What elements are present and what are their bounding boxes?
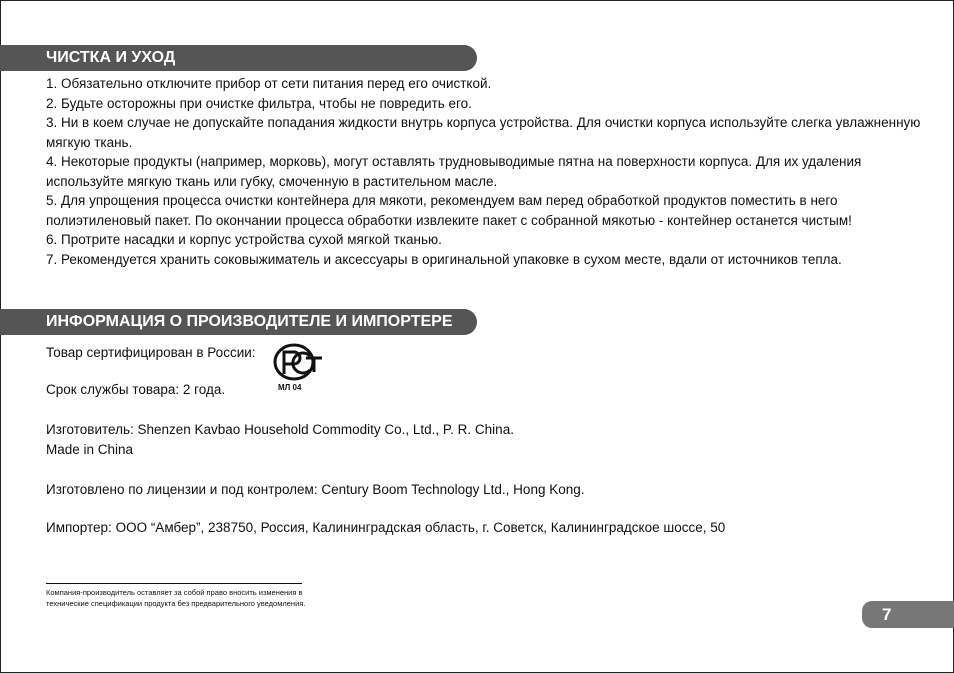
care-item-7: 7. Рекомендуется хранить соковыжиматель и аксессуары в оригинальной упаковке в сухом месте, вдали от источников тепла. [46, 251, 842, 267]
footnote-divider [46, 583, 302, 584]
manufacturer-text: Изготовитель: Shenzen Kavbao Household Commodity Co., Ltd., P. R. China. [46, 422, 514, 437]
care-item-6: 6. Протрите насадки и корпус устройства сухой мягкой тканью. [46, 232, 442, 247]
importer-text: Импортер: ООО “Амбер”, 238750, Россия, Калининградская область, г. Советск, Калининградское шоссе, 50 [46, 520, 726, 535]
care-item-1: 1. Обязательно отключите прибор от сети питания перед его очисткой. [46, 76, 492, 91]
info-section-header: ИНФОРМАЦИЯ О ПРОИЗВОДИТЕЛЕ И ИМПОРТЕРЕ [0, 309, 477, 335]
care-instructions-list [46, 74, 926, 269]
care-section-header: ЧИСТКА И УХОД [0, 45, 477, 71]
page-number-badge: 7 [862, 601, 954, 628]
footnote-text: Компания-производитель оставляет за собой право вносить изменения в технические спецификации продукта без предварительного уведомления. [46, 588, 306, 608]
care-item-5: 5. Для упрощения процесса очистки контейнера для мякоти, рекомендуем вам перед обработкой продуктов поместить в него полиэтиленовый пакет. По окончании процесса обработки извлеките пакет с собранной мякотью - контейнер останется чистым! [46, 193, 852, 228]
care-item-4: 4. Некоторые продукты (например, морковь), могут оставлять трудновыводимые пятна на поверхности корпуса. Для их удаления используйте мягкую ткань или губку, смоченную в растительном масле. [46, 154, 862, 189]
service-life-text: Срок службы товара: 2 года. [46, 382, 226, 397]
made-in-text: Made in China [46, 442, 134, 457]
certification-text: Товар сертифицирован в России: [46, 345, 256, 360]
certification-code: МЛ 04 [278, 383, 302, 392]
care-item-2: 2. Будьте осторожны при очистке фильтра, чтобы не повредить его. [46, 95, 472, 111]
care-item-3: 3. Ни в коем случае не допускайте попадания жидкости внутрь корпуса устройства. Для очистки корпуса используйте слегка увлажненную мягкую ткань. [46, 115, 921, 150]
license-text: Изготовлено по лицензии и под контролем: Century Boom Technology Ltd., Hong Kong. [46, 482, 585, 497]
